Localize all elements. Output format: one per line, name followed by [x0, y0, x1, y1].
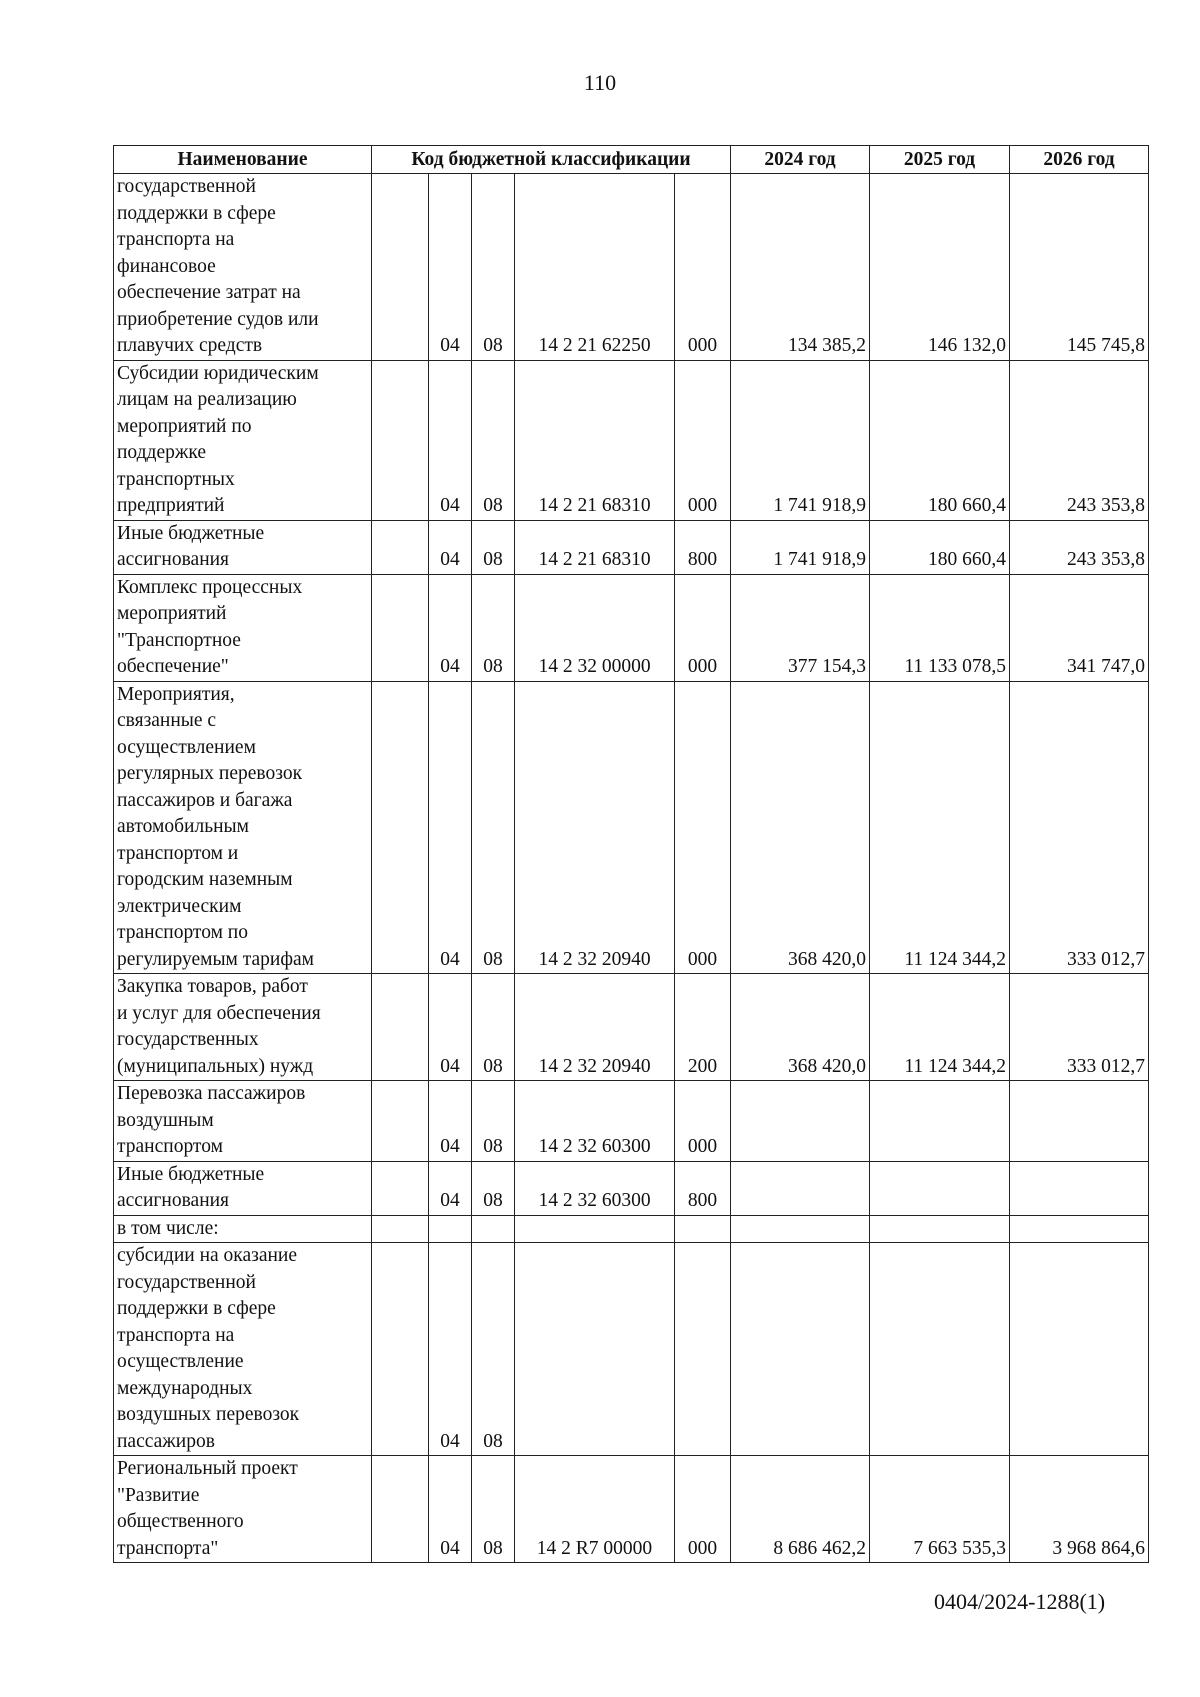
cell-code-target: 14 2 R7 00000: [515, 1456, 675, 1563]
cell-code-1: [372, 974, 429, 1081]
cell-code-1: [372, 574, 429, 681]
table-row: [114, 174, 1149, 361]
cell-code-1: [372, 1243, 429, 1456]
cell-code-subsection: 08: [472, 360, 515, 520]
cell-code-type: 000: [675, 1081, 731, 1162]
cell-value-2025: 11 124 344,2: [870, 974, 1010, 1081]
cell-code-type: 000: [675, 574, 731, 681]
cell-value-2024: 368 420,0: [731, 974, 870, 1081]
cell-code-subsection: 08: [472, 974, 515, 1081]
cell-value-2025: 7 663 535,3: [870, 1456, 1010, 1563]
cell-name: Иные бюджетные ассигнования: [114, 1161, 372, 1215]
cell-value-2024: 377 154,3: [731, 574, 870, 681]
table-row: [114, 1243, 1149, 1456]
cell-code-section: 04: [429, 681, 472, 974]
cell-value-2026: [1010, 1243, 1149, 1456]
cell-value-2025: 180 660,4: [870, 360, 1010, 520]
cell-value-2025: [870, 1161, 1010, 1215]
header-2026: 2026 год: [1010, 146, 1149, 174]
cell-code-1: [372, 174, 429, 361]
cell-code-section: 04: [429, 1161, 472, 1215]
cell-value-2025: [870, 1081, 1010, 1162]
cell-value-2024: [731, 1243, 870, 1456]
cell-code-target: 14 2 21 62250: [515, 174, 675, 361]
cell-code-section: 04: [429, 1456, 472, 1563]
cell-value-2026: 243 353,8: [1010, 360, 1149, 520]
cell-code-target: 14 2 21 68310: [515, 520, 675, 574]
cell-name: государственной поддержки в сфере транспорта на финансовое обеспечение затрат на приобретение судов или плавучих средств: [114, 174, 372, 361]
header-code: Код бюджетной классификации: [372, 146, 731, 174]
cell-code-section: 04: [429, 520, 472, 574]
cell-name: Мероприятия, связанные с осуществлением регулярных перевозок пассажиров и багажа автомобильным транспортом и городским наземным электрическим транспортом по регулируемым тарифам: [114, 681, 372, 974]
cell-value-2025: 180 660,4: [870, 520, 1010, 574]
cell-value-2024: [731, 1161, 870, 1215]
cell-code-1: [372, 1215, 429, 1243]
cell-name: в том числе:: [114, 1215, 372, 1243]
cell-value-2025: [870, 1243, 1010, 1456]
cell-code-type: 800: [675, 1161, 731, 1215]
table-row: [114, 574, 1149, 681]
cell-code-target: 14 2 21 68310: [515, 360, 675, 520]
cell-value-2026: 3 968 864,6: [1010, 1456, 1149, 1563]
cell-code-section: 04: [429, 574, 472, 681]
cell-code-section: [429, 1215, 472, 1243]
cell-code-target: 14 2 32 00000: [515, 574, 675, 681]
cell-name: Закупка товаров, работ и услуг для обеспечения государственных (муниципальных) нужд: [114, 974, 372, 1081]
budget-table: [113, 145, 1149, 1563]
cell-code-subsection: 08: [472, 174, 515, 361]
cell-value-2024: [731, 1081, 870, 1162]
cell-code-section: 04: [429, 1081, 472, 1162]
cell-code-target: [515, 1215, 675, 1243]
header-2024: 2024 год: [731, 146, 870, 174]
table-row: [114, 1215, 1149, 1243]
cell-value-2024: 1 741 918,9: [731, 360, 870, 520]
cell-code-subsection: 08: [472, 520, 515, 574]
cell-code-1: [372, 1456, 429, 1563]
cell-code-type: [675, 1243, 731, 1456]
cell-value-2024: 8 686 462,2: [731, 1456, 870, 1563]
cell-code-1: [372, 1081, 429, 1162]
cell-code-target: [515, 1243, 675, 1456]
table-row: [114, 681, 1149, 974]
table-row: [114, 974, 1149, 1081]
cell-value-2026: 333 012,7: [1010, 974, 1149, 1081]
cell-value-2026: 341 747,0: [1010, 574, 1149, 681]
cell-value-2025: 11 124 344,2: [870, 681, 1010, 974]
cell-code-subsection: 08: [472, 1161, 515, 1215]
cell-code-subsection: 08: [472, 574, 515, 681]
cell-value-2025: 146 132,0: [870, 174, 1010, 361]
cell-code-subsection: 08: [472, 681, 515, 974]
cell-name: субсидии на оказание государственной поддержки в сфере транспорта на осуществление международных воздушных перевозок пассажиров: [114, 1243, 372, 1456]
cell-value-2026: [1010, 1161, 1149, 1215]
cell-name: Комплекс процессных мероприятий "Транспортное обеспечение": [114, 574, 372, 681]
cell-code-1: [372, 360, 429, 520]
cell-code-section: 04: [429, 174, 472, 361]
cell-name: Перевозка пассажиров воздушным транспортом: [114, 1081, 372, 1162]
header-name: Наименование: [114, 146, 372, 174]
cell-code-target: 14 2 32 60300: [515, 1081, 675, 1162]
cell-code-type: 200: [675, 974, 731, 1081]
cell-code-subsection: [472, 1215, 515, 1243]
cell-value-2025: [870, 1215, 1010, 1243]
table-header-row: [114, 146, 1149, 174]
table-row: [114, 1081, 1149, 1162]
cell-code-section: 04: [429, 1243, 472, 1456]
cell-value-2026: 145 745,8: [1010, 174, 1149, 361]
cell-code-type: 000: [675, 681, 731, 974]
cell-code-1: [372, 681, 429, 974]
cell-value-2026: 333 012,7: [1010, 681, 1149, 974]
cell-code-target: 14 2 32 20940: [515, 974, 675, 1081]
cell-value-2024: 134 385,2: [731, 174, 870, 361]
cell-code-section: 04: [429, 360, 472, 520]
table-body: [114, 174, 1149, 1563]
table-row: [114, 1456, 1149, 1563]
document-code: 0404/2024-1288(1): [934, 1589, 1106, 1614]
cell-value-2024: 1 741 918,9: [731, 520, 870, 574]
cell-value-2026: 243 353,8: [1010, 520, 1149, 574]
table-row: [114, 520, 1149, 574]
cell-code-target: 14 2 32 60300: [515, 1161, 675, 1215]
cell-code-subsection: 08: [472, 1243, 515, 1456]
cell-value-2024: 368 420,0: [731, 681, 870, 974]
cell-code-section: 04: [429, 974, 472, 1081]
table-row: [114, 360, 1149, 520]
cell-code-type: [675, 1215, 731, 1243]
cell-code-subsection: 08: [472, 1456, 515, 1563]
cell-code-type: 000: [675, 174, 731, 361]
cell-name: Региональный проект "Развитие общественного транспорта": [114, 1456, 372, 1563]
cell-code-type: 000: [675, 1456, 731, 1563]
cell-code-subsection: 08: [472, 1081, 515, 1162]
cell-value-2025: 11 133 078,5: [870, 574, 1010, 681]
header-2025: 2025 год: [870, 146, 1010, 174]
cell-value-2026: [1010, 1215, 1149, 1243]
cell-name: Иные бюджетные ассигнования: [114, 520, 372, 574]
table-row: [114, 1161, 1149, 1215]
cell-code-1: [372, 1161, 429, 1215]
cell-name: Субсидии юридическим лицам на реализацию мероприятий по поддержке транспортных предприятий: [114, 360, 372, 520]
cell-value-2026: [1010, 1081, 1149, 1162]
cell-code-type: 800: [675, 520, 731, 574]
page-number: 110: [583, 70, 617, 95]
cell-code-type: 000: [675, 360, 731, 520]
cell-value-2024: [731, 1215, 870, 1243]
cell-code-target: 14 2 32 20940: [515, 681, 675, 974]
cell-code-1: [372, 520, 429, 574]
